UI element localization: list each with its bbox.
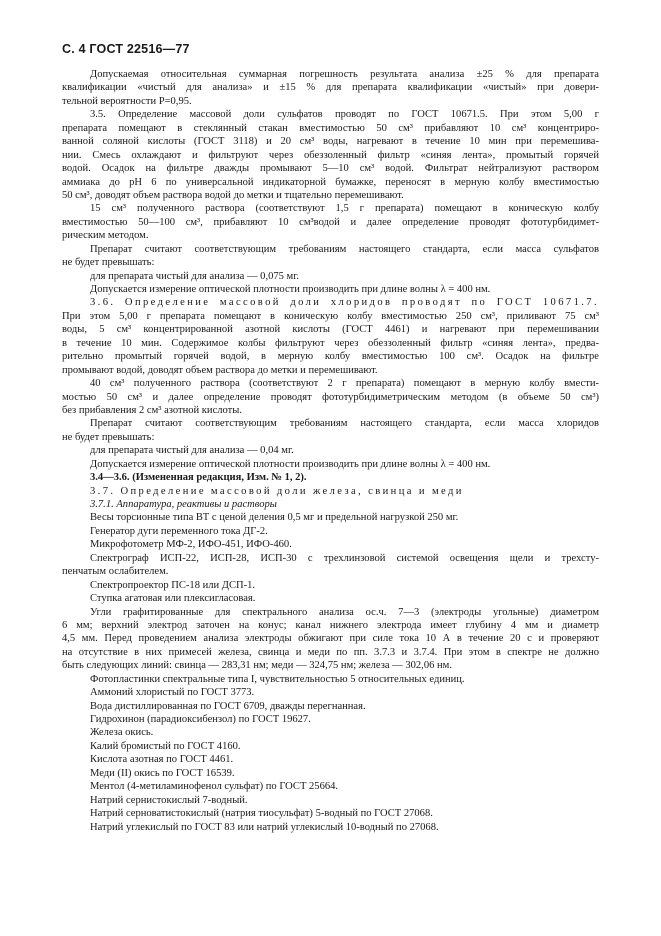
text-line: квалификации «чистый для анализа» и ±15 % для препарата квалификации «чистый» при довери-	[62, 82, 599, 94]
text-line: рительно промытый горячей водой, в мерную колбу вместимостью 100 см³. Осадок на фильтре	[62, 351, 599, 363]
text-line: вместимостью 50—100 см³, прибавляют 10 см³водой и далее определение проводят фототурбидимет-	[62, 216, 599, 228]
text-line: Угли графитированные для спектрального анализа ос.ч. 7—3 (электроды угольные) диаметром	[90, 606, 599, 618]
text-line: 40 см³ полученного раствора (соответствуют 2 г препарата) помещают в мерную колбу вмести-	[90, 378, 599, 390]
text-line: 6 мм; верхний электрод заточен на конус; канал нижнего электрода имеет глубину 4 мм и диаметр	[62, 619, 599, 631]
text-line: Генератор дуги переменного тока ДГ-2.	[90, 525, 268, 537]
text-line: Весы торсионные типа ВТ с ценой деления 0,5 мг и предельной нагрузкой 250 мг.	[90, 512, 459, 524]
text-line: для препарата чистый для анализа — 0,04 мг.	[90, 445, 294, 457]
text-line: Ступка агатовая или плексигласовая.	[90, 593, 256, 605]
text-line: 4,5 мм. Перед проведением анализа электроды обжигают при силе тока 10 А в течение 20 с и проверяют	[62, 633, 599, 645]
subsection-heading: 3.7.1. Аппаратура, реактивы и растворы	[90, 499, 277, 510]
text-line: Препарат считают соответствующим требованиям настоящего стандарта, если масса сульфатов	[90, 243, 599, 255]
text-line: аммиака до pH 6 по универсальной индикаторной бумажке, переносят в мерную колбу вместимостью	[62, 176, 599, 188]
text-line: Гидрохинон (парадиоксибензол) по ГОСТ 19627.	[90, 714, 311, 725]
text-line: Кислота азотная по ГОСТ 4461.	[90, 754, 234, 766]
text-line: Фотопластинки спектральные типа I, чувствительностью 5 относительных единиц.	[90, 673, 465, 685]
text-line: Натрий сернистокислый 7-водный.	[90, 794, 248, 806]
text-line: 50 см³, доводят объем раствора водой до метки и тщательно перемешивают.	[62, 189, 404, 201]
text-line: водой. Осадок на фильтре дважды промывают 5—10 см³ водой. Фильтрат нейтрализуют раствором	[62, 163, 599, 175]
text-line: нии. Смесь охлаждают и фильтруют через обеззоленный фильтр «синяя лента», промытый горячей	[62, 149, 599, 161]
text-line: Препарат считают соответствующим требованиям настоящего стандарта, если масса хлоридов	[90, 418, 599, 430]
text-line: 3.5. Определение массовой доли сульфатов проводят по ГОСТ 10671.5. При этом 5,00 г	[90, 109, 599, 121]
text-line: Допускается измерение оптической плотности производить при длине волны λ = 400 нм.	[90, 284, 491, 295]
text-line: для препарата чистый для анализа — 0,075 мг.	[90, 270, 299, 282]
text-line: Вода дистиллированная по ГОСТ 6709, дважды перегнанная.	[90, 700, 366, 712]
text-line: тельной вероятности P=0,95.	[62, 95, 192, 107]
text-line: Допускаемая относительная суммарная погрешность результата анализа ±25 % для препарата	[90, 69, 599, 80]
page-header: С. 4 ГОСТ 22516—77	[62, 42, 190, 56]
text-line: без прибавления 2 см³ азотной кислоты.	[62, 404, 242, 416]
text-line: Микрофотометр МФ-2, ИФО-451, ИФО-460.	[90, 539, 292, 551]
section-heading: 3.7. Определение массовой доли железа, свинца и меди	[90, 485, 464, 497]
text-line: 15 см³ полученного раствора (соответствуют 1,5 г препарата) помещают в коническую колбу	[90, 203, 599, 215]
text-line: Спектрограф ИСП-22, ИСП-28, ИСП-30 с трехлинзовой системой освещения щели и трехсту-	[90, 552, 599, 564]
section-heading: 3.6. Определение массовой доли хлоридов проводят по ГОСТ 10671.7.	[90, 297, 599, 309]
text-line: пенчатым ослабителем.	[62, 566, 169, 578]
text-line: на отсутствие в них примесей железа, свинца и меди по пп. 3.7.3 и 3.7.4. При этом в спектре не должно	[62, 646, 599, 658]
text-line: Спектропроектор ПС-18 или ДСП-1.	[90, 579, 256, 591]
text-line: промывают водой, доводят объем раствора до метки и перемешивают.	[62, 364, 378, 376]
text-line: ванной соляной кислоты (ГОСТ 3118) и 20 см³ воды, нагревают в течение 10 мин при перемешива-	[62, 136, 599, 148]
text-line: Допускается измерение оптической плотности производить при длине волны λ = 400 нм.	[90, 458, 491, 470]
text-line: Калий бромистый по ГОСТ 4160.	[90, 740, 241, 752]
text-line: воды, 5 см³ концентрированной азотной кислоты (ГОСТ 4461) и нагревают при перемешивании	[62, 324, 599, 336]
text-line: Ментол (4-метиламинофенол сульфат) по ГОСТ 25664.	[90, 781, 339, 793]
text-line: Натрий углекислый по ГОСТ 83 или натрий углекислый 10-водный по 27068.	[90, 821, 439, 833]
text-line: Натрий серноватистокислый (натрия тиосульфат) 5-водный по ГОСТ 27068.	[90, 808, 433, 820]
text-line: Аммоний хлористый по ГОСТ 3773.	[90, 687, 255, 699]
body-text	[62, 68, 599, 834]
text-line: рическим методом.	[62, 230, 149, 242]
text-line: не будет превышать:	[62, 257, 155, 269]
text-line: в течение 10 мин. Содержимое колбы фильтруют через обеззоленный фильтр «синяя лента», предва-	[62, 337, 599, 349]
text-line: быть следующих линий: свинца — 283,31 нм; меди — 324,75 нм; железа — 302,06 нм.	[62, 660, 452, 672]
text-line: не будет превышать:	[62, 431, 155, 443]
text-line: препарата помещают в стеклянный стакан вместимостью 50 см³ прибавляют 10 см³ концентриро-	[62, 122, 599, 134]
amendment-note: 3.4—3.6. (Измененная редакция, Изм. № 1, 2).	[90, 472, 307, 484]
text-line: При этом 5,00 г препарата помещают в коническую колбу вместимостью 250 см³, приливают 75 см³	[62, 310, 599, 322]
text-line: Меди (II) окись по ГОСТ 16539.	[90, 767, 235, 779]
text-line: Железа окись.	[90, 727, 154, 739]
text-line: мостью 50 см³ и далее определение проводят фототурбидиметрическим методом (в объеме 50 см³)	[62, 391, 599, 403]
